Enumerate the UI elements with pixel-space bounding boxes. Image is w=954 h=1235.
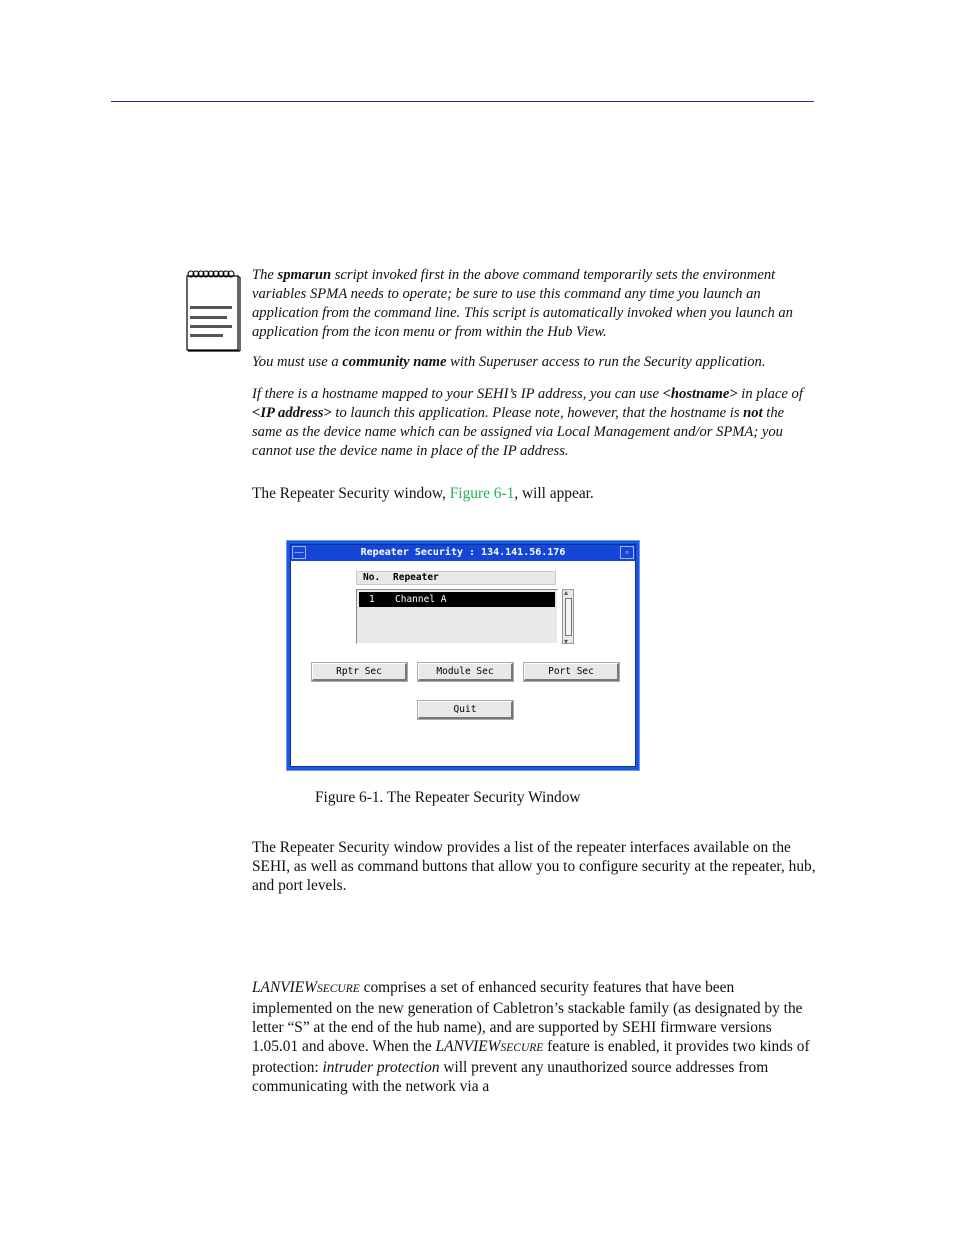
repeater-list[interactable] <box>356 589 558 644</box>
scroll-down-arrow-icon[interactable]: ▾ <box>564 637 569 646</box>
window-title: Repeater Security : 134.141.56.176 <box>291 545 635 561</box>
scroll-thumb[interactable] <box>565 598 572 636</box>
window-menu-button[interactable]: — <box>292 546 306 559</box>
note-hostname: If there is a hostname mapped to your SEHI’s IP address, you can use <hostname> in place of <IP address> to launch this application. Please note, however, that the hostname is not the same as the device name which can be assigned via Local Management and/or SPMA; you cannot use the device name in place of the IP address. <box>252 386 803 459</box>
lanview-paragraph: LANVIEWSECURE comprises a set of enhanced security features that have been implemented on the new generation of Cabletron’s stackable family (as designated by the letter “S” at the end of the hub name), and are supported by SEHI firmware versions 1.05.01 and above. When the LANVIEWSECURE feature is enabled, it provides two kinds of protection: intruder protection will prevent any unauthorized source addresses from communicating with the network via a <box>252 979 810 1095</box>
list-item[interactable] <box>359 592 555 607</box>
list-scrollbar[interactable] <box>562 589 574 644</box>
figure-caption: Figure 6-1. The Repeater Security Window <box>315 789 581 806</box>
repeater-security-window <box>286 540 640 771</box>
column-header-no: No. <box>363 572 381 583</box>
header-rule <box>111 101 814 102</box>
row-repeater-name: Channel A <box>395 594 447 605</box>
module-sec-button[interactable]: Module Sec <box>418 663 513 681</box>
quit-button[interactable]: Quit <box>418 701 513 719</box>
note-community: You must use a community name with Superuser access to run the Security application. <box>252 354 766 370</box>
column-header-repeater: Repeater <box>393 572 439 583</box>
row-no: 1 <box>369 594 375 605</box>
notepad-icon <box>185 268 241 352</box>
description-paragraph: The Repeater Security window provides a list of the repeater interfaces available on the SEHI, as well as command buttons that allow you to configure security at the repeater, hub, and port levels. <box>252 839 816 894</box>
scroll-up-arrow-icon[interactable]: ▴ <box>564 588 569 597</box>
list-header <box>356 571 556 585</box>
window-maximize-button[interactable]: ▫ <box>620 546 634 559</box>
port-sec-button[interactable]: Port Sec <box>524 663 619 681</box>
intro-paragraph: The Repeater Security window, Figure 6-1, will appear. <box>252 485 594 502</box>
note-spmarun: The spmarun script invoked first in the above command temporarily sets the environment variables SPMA needs to operate; be sure to use this command any time you launch an application from the command line. This script is automatically invoked when you launch an application from the icon menu or from within the Hub View. <box>252 267 793 340</box>
rptr-sec-button[interactable]: Rptr Sec <box>312 663 407 681</box>
figure-link[interactable]: Figure 6-1 <box>449 485 515 502</box>
